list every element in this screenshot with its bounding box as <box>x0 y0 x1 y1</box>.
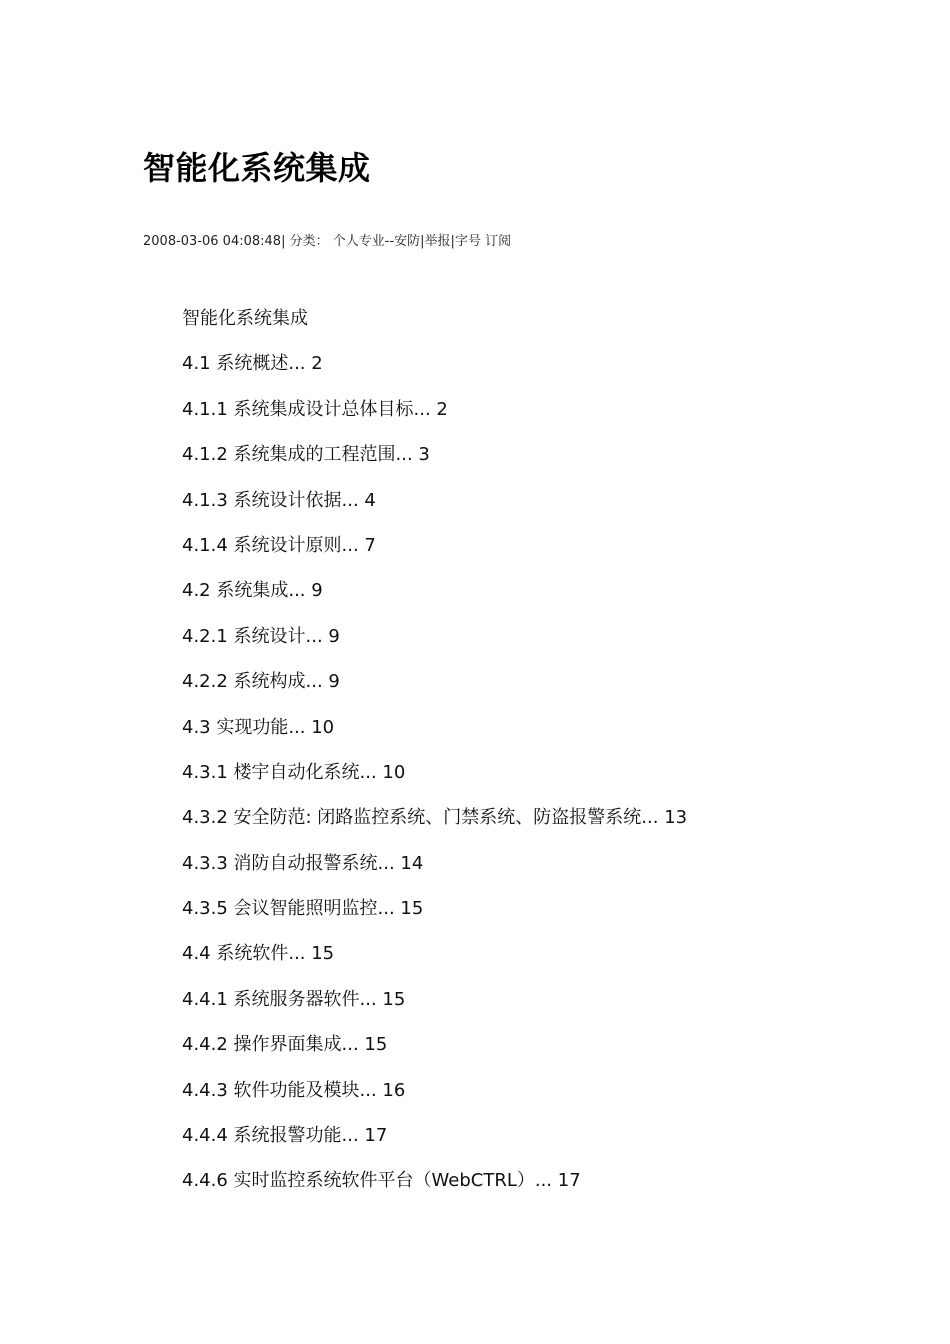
toc-item: 4.4.1 系统服务器软件... 15 <box>182 988 406 1010</box>
toc-item: 4.3 实现功能... 10 <box>182 716 335 738</box>
toc-item: 4.1.4 系统设计原则... 7 <box>182 534 376 556</box>
toc-item: 4.1.2 系统集成的工程范围... 3 <box>182 444 430 466</box>
toc-item: 4.2 系统集成... 9 <box>182 580 323 602</box>
page-title: 智能化系统集成 <box>143 149 371 187</box>
toc-item: 4.3.1 楼宇自动化系统... 10 <box>182 761 406 783</box>
post-meta <box>143 233 511 251</box>
toc-item: 4.3.2 安全防范: 闭路监控系统、门禁系统、防盗报警系统... 13 <box>182 807 688 829</box>
toc-item: 4.1.1 系统集成设计总体目标... 2 <box>182 398 448 420</box>
meta-separator: | <box>450 234 455 249</box>
meta-separator: | <box>420 234 425 249</box>
post-datetime: 2008-03-06 04:08:48| <box>143 234 286 249</box>
table-of-contents <box>182 305 687 1213</box>
toc-item: 4.1.3 系统设计依据... 4 <box>182 489 376 511</box>
category-link[interactable]: 个人专业--安防 <box>332 234 421 249</box>
toc-item: 4.3.5 会议智能照明监控... 15 <box>182 898 424 920</box>
report-link[interactable]: 举报 <box>424 234 451 249</box>
toc-item: 4.4.2 操作界面集成... 15 <box>182 1034 388 1056</box>
toc-heading: 智能化系统集成 <box>182 308 308 329</box>
font-size-link[interactable]: 字号 <box>454 234 481 249</box>
subscribe-link[interactable]: 订阅 <box>485 234 512 249</box>
toc-item: 4.4.6 实时监控系统软件平台（WebCTRL）... 17 <box>182 1170 581 1192</box>
toc-item: 4.4.4 系统报警功能... 17 <box>182 1125 388 1147</box>
toc-item: 4.2.1 系统设计... 9 <box>182 625 340 647</box>
toc-item: 4.3.3 消防自动报警系统... 14 <box>182 852 424 874</box>
toc-item: 4.4.3 软件功能及模块... 16 <box>182 1079 406 1101</box>
toc-item: 4.1 系统概述... 2 <box>182 353 323 375</box>
toc-item: 4.4 系统软件... 15 <box>182 943 335 965</box>
category-label: 分类： <box>289 234 329 249</box>
toc-item: 4.2.2 系统构成... 9 <box>182 671 340 693</box>
